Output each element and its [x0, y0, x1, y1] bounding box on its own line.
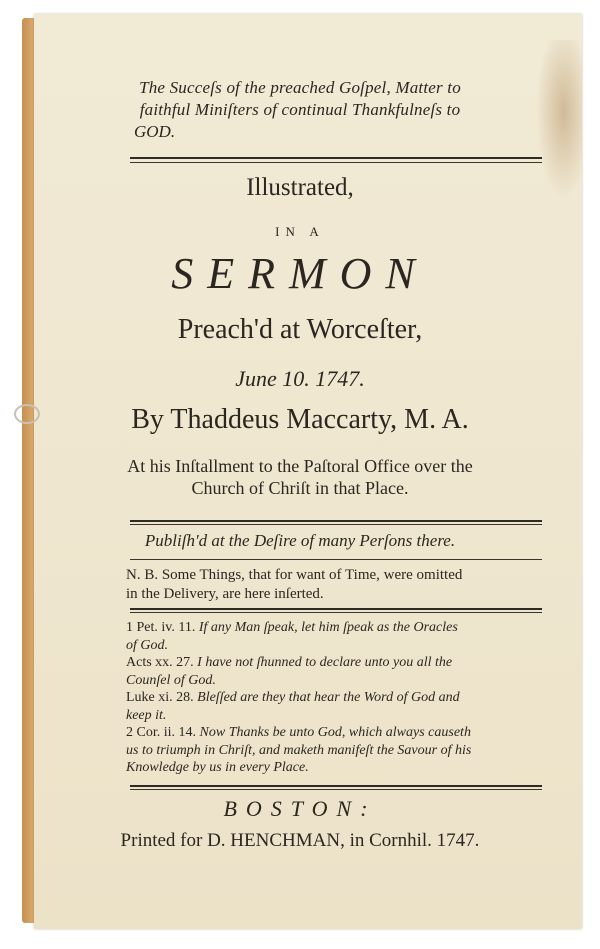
rule-2b — [130, 524, 542, 525]
imprint-line: Printed for D. HENCHMAN, in Cornhil. 1747. — [120, 830, 480, 851]
date-line: June 10. 1747. — [235, 366, 365, 391]
author-line: By Thaddeus Maccarty, M. A. — [131, 404, 469, 435]
scripture-1-text-2: of God. — [126, 637, 168, 653]
rule-1 — [130, 157, 542, 159]
note-line-2: in the Delivery, are here inſerted. — [126, 586, 324, 602]
title-line-1: The Succeſs of the preached Goſpel, Matter to — [139, 78, 461, 97]
scripture-3-text-2: keep it. — [126, 707, 167, 723]
scripture-1-ref: 1 Pet. iv. 11. — [126, 620, 196, 635]
scripture-4-text-2: us to triumph in Chriſt, and maketh manifeſt the Savour of his — [126, 742, 472, 758]
scripture-3 — [126, 689, 546, 724]
note-line-1: N. B. Some Things, that for want of Time, were omitted — [126, 567, 463, 583]
scripture-1 — [126, 619, 546, 654]
rule-2 — [130, 520, 542, 522]
rule-3 — [130, 559, 542, 560]
scripture-2-text-2: Counſel of God. — [126, 672, 216, 688]
scripture-3-text-1: Bleſſed are they that hear the Word of God and — [197, 690, 460, 705]
scripture-3-ref: Luke xi. 28. — [126, 690, 194, 705]
scripture-2-text-1: I have not ſhunned to declare unto you all the — [197, 655, 453, 670]
scripture-2 — [126, 654, 546, 689]
scripture-2-ref: Acts xx. 27. — [126, 655, 194, 670]
scripture-4 — [126, 724, 546, 777]
rule-4b — [130, 612, 542, 613]
note-block — [126, 566, 546, 604]
scripture-1-text-1: If any Man ſpeak, let him ſpeak as the Oracles — [198, 620, 458, 635]
rule-5b — [130, 789, 542, 790]
sermon-heading: SERMON — [171, 249, 429, 298]
scripture-4-ref: 2 Cor. ii. 14. — [126, 725, 197, 740]
city-line: BOSTON: — [223, 796, 377, 821]
scripture-4-text-1: Now Thanks be unto God, which always causeth — [199, 725, 471, 740]
preached-line: Preach'd at Worceſter, — [177, 314, 423, 345]
published-line: Publiſh'd at the Deſire of many Perſons there. — [144, 531, 456, 550]
occasion-line-1: At his Inſtallment to the Paſtoral Office over the — [127, 456, 473, 476]
occasion-line-2: Church of Chriſt in that Place. — [191, 478, 409, 498]
rule-4 — [130, 608, 542, 610]
scripture-4-text-3: Knowledge by us in every Place. — [126, 760, 309, 775]
rule-5 — [130, 785, 542, 787]
title-line-3: GOD. — [134, 122, 176, 141]
illustrated-line: Illustrated, — [246, 174, 354, 201]
in-a-line: IN A — [275, 224, 325, 239]
scripture-block — [126, 619, 546, 777]
title-line-2: faithful Miniſters of continual Thankfulneſs to — [139, 100, 461, 119]
rule-1b — [130, 162, 542, 163]
